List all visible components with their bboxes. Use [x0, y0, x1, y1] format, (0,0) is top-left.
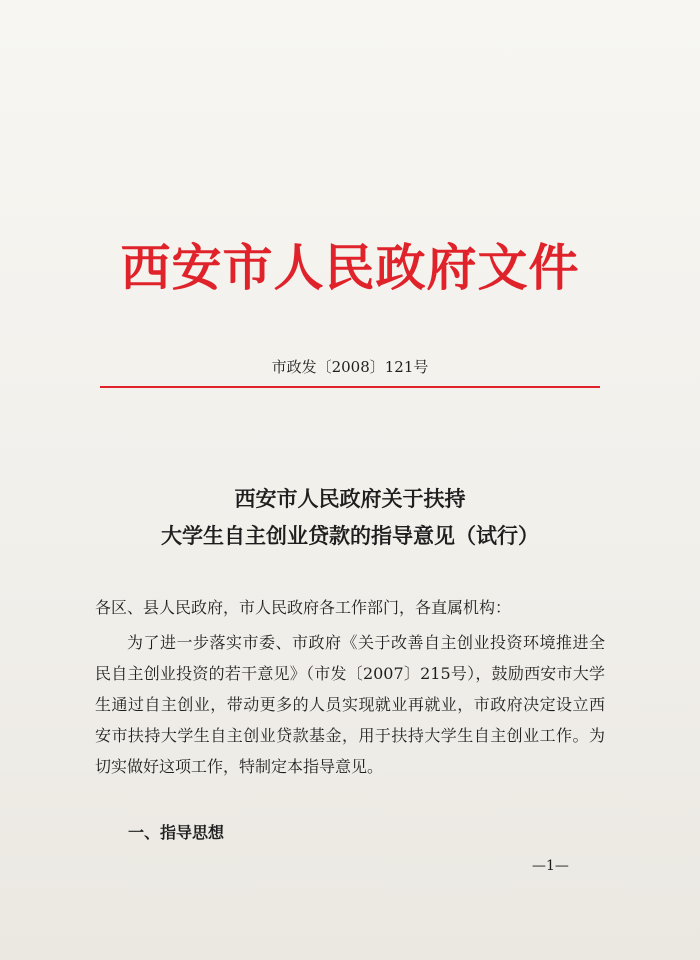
document-number: 市政发〔2008〕121号 [271, 358, 429, 376]
document-title-line-2: 大学生自主创业贷款的指导意见（试行） [161, 523, 539, 548]
body-paragraph: 为了进一步落实市委、市政府《关于改善自主创业投资环境推进全民自主创业投资的若干意见》（市发〔2007〕215号），鼓励西安市大学生通过自主创业，带动更多的人员实现就业再就业，市政府决定设立西安市扶持大学生自主创业贷款基金，用于扶持大学生自主创业工作。为切实做好这项工作，特制定本指导意见。 [95, 633, 605, 776]
salutation: 各区、县人民政府，市人民政府各工作部门，各直属机构： [95, 598, 512, 617]
header-title: 西安市人民政府文件 [120, 238, 580, 297]
document-title-line-1: 西安市人民政府关于扶持 [234, 486, 466, 511]
red-divider-line [100, 386, 600, 388]
page-number: —1— [532, 858, 569, 874]
section-heading: 一、指导思想 [128, 823, 225, 842]
